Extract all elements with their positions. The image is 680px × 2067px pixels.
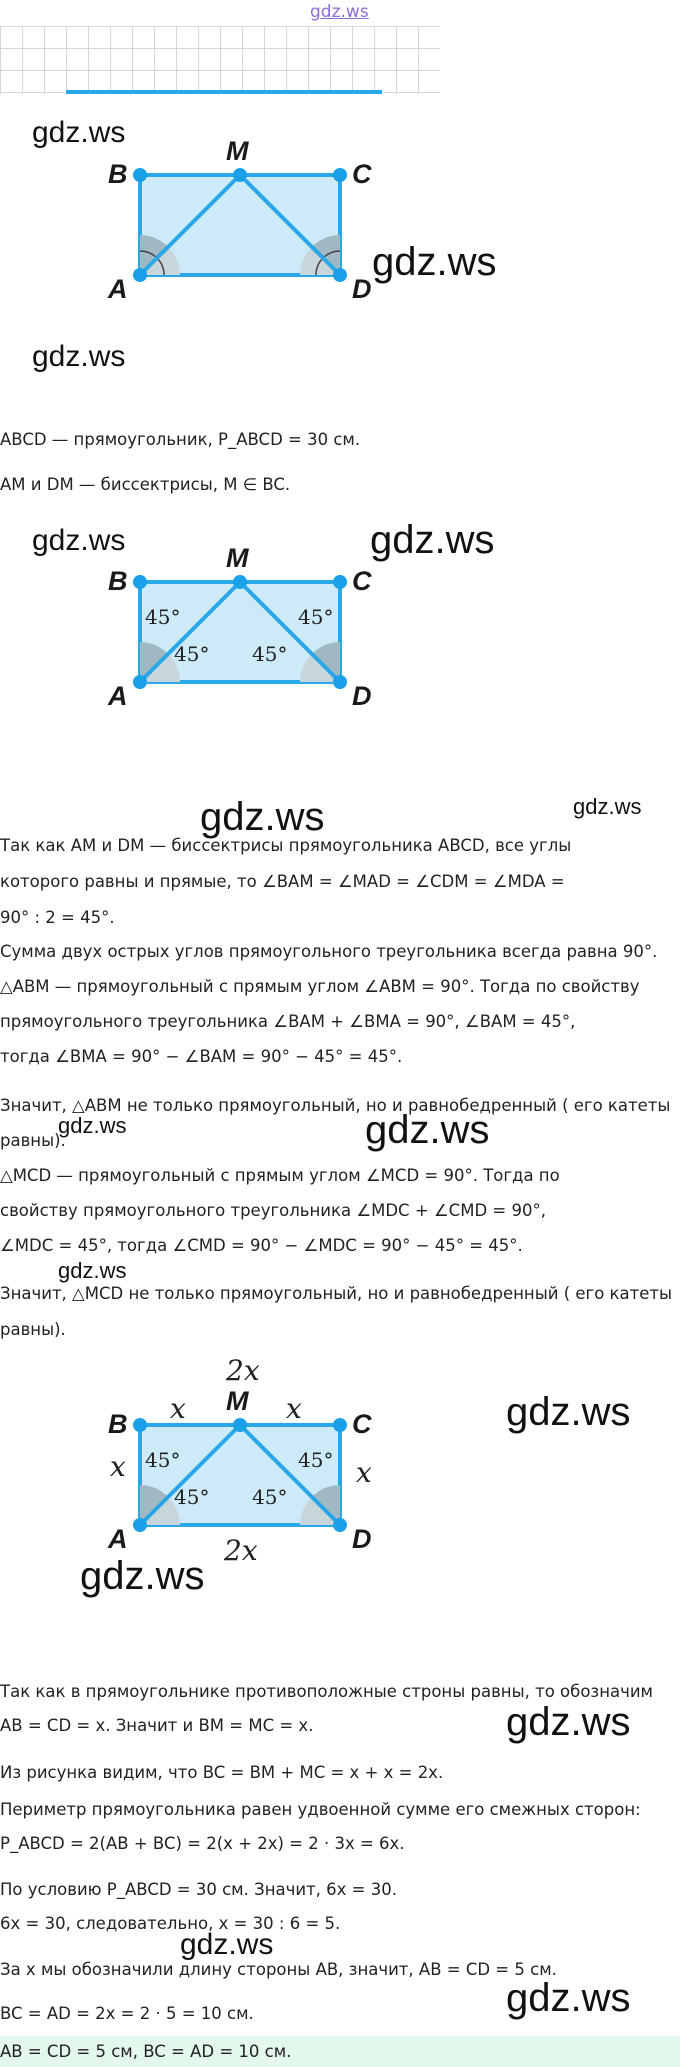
text-line: AB = CD = x. Значит и BM = MC = x. [0, 1716, 314, 1735]
text-line: Значит, △ABM не только прямоугольный, но и равнобедренный ( его катеты [0, 1096, 671, 1115]
answer-box [0, 2036, 680, 2067]
side-label-ad: 2x [224, 1534, 258, 1567]
text-line: AM и DM — биссектрисы, M ∈ BC. [0, 475, 291, 494]
grid-underline [66, 90, 382, 94]
label-c: C [352, 566, 372, 596]
watermark: gdz.ws [180, 1928, 274, 1961]
label-c: C [352, 1409, 372, 1439]
label-b: B [108, 159, 128, 189]
text-line: равны). [0, 1320, 66, 1339]
text-line: ∠MDC = 45°, тогда ∠CMD = 90° − ∠MDC = 90° − 45° = 45°. [0, 1236, 523, 1255]
angle-label: 45° [145, 605, 181, 629]
grid-strip [0, 26, 440, 94]
figure-rectangle-2 [0, 537, 680, 717]
label-m: M [226, 136, 249, 166]
side-label-bm: x [170, 1392, 186, 1425]
angle-label: 45° [174, 642, 210, 666]
text-line: По условию P_ABCD = 30 см. Значит, 6x = 30. [0, 1880, 397, 1899]
label-c: C [352, 159, 372, 189]
text-line: BC = AD = 2x = 2 · 5 = 10 см. [0, 2004, 254, 2023]
side-label-ab: x [110, 1450, 126, 1483]
point-b [133, 168, 147, 182]
watermark: gdz.ws [32, 116, 126, 149]
answer-text: AB = CD = 5 см, BC = AD = 10 см. [0, 2042, 292, 2061]
text-line: За x мы обозначили длину стороны AB, значит, AB = CD = 5 см. [0, 1960, 557, 1979]
watermark: gdz.ws [58, 1113, 127, 1138]
text-line: тогда ∠BMA = 90° − ∠BAM = 90° − 45° = 45°. [0, 1047, 403, 1066]
text-line: Периметр прямоугольника равен удвоенной сумме его смежных сторон: [0, 1800, 641, 1819]
label-m: M [226, 543, 249, 573]
angle-label: 45° [145, 1448, 181, 1472]
text-line: P_ABCD = 2(AB + BC) = 2(x + 2x) = 2 · 3x = 6x. [0, 1834, 405, 1853]
angle-label: 45° [252, 1485, 288, 1509]
figure-rectangle-3 [0, 1354, 680, 1580]
angle-label: 45° [298, 605, 334, 629]
watermark: gdz.ws [32, 340, 126, 373]
text-line: свойству прямоугольного треугольника ∠MDC + ∠CMD = 90°, [0, 1201, 546, 1220]
text-line: Из рисунка видим, что BC = BM + MC = x + x = 2x. [0, 1763, 444, 1782]
watermark: gdz.ws [506, 1700, 631, 1744]
watermark: gdz.ws [370, 518, 495, 562]
site-link[interactable]: gdz.ws [310, 2, 369, 22]
side-label-cd: x [356, 1456, 372, 1489]
watermark: gdz.ws [573, 794, 642, 819]
angle-label: 45° [298, 1448, 334, 1472]
watermark: gdz.ws [58, 1258, 127, 1283]
watermark: gdz.ws [32, 524, 126, 557]
label-d: D [352, 274, 372, 304]
point-m [233, 168, 247, 182]
label-d: D [352, 681, 372, 711]
label-a: A [108, 1524, 128, 1554]
angle-label: 45° [174, 1485, 210, 1509]
watermark: gdz.ws [506, 1390, 631, 1434]
text-line: 90° : 2 = 45°. [0, 908, 115, 927]
point-a [133, 268, 147, 282]
watermark: gdz.ws [200, 795, 325, 839]
label-a: A [108, 681, 128, 711]
label-a: A [108, 274, 128, 304]
text-line: △MCD — прямоугольный с прямым углом ∠MCD = 90°. Тогда по [0, 1166, 560, 1185]
side-label-mc: x [286, 1392, 302, 1425]
text-line: 6x = 30, следовательно, x = 30 : 6 = 5. [0, 1914, 341, 1933]
label-b: B [108, 1409, 128, 1439]
text-line: △ABM — прямоугольный с прямым углом ∠ABM = 90°. Тогда по свойству [0, 977, 640, 996]
text-line: Так как в прямоугольнике противоположные строны равны, то обозначим [0, 1682, 654, 1701]
watermark: gdz.ws [506, 1976, 631, 2020]
text-line: Значит, △MCD не только прямоугольный, но и равнобедренный ( его катеты [0, 1284, 673, 1303]
side-label-bc: 2x [226, 1354, 260, 1387]
text-line: равны). [0, 1131, 66, 1150]
angle-label: 45° [252, 642, 288, 666]
watermark: gdz.ws [372, 240, 497, 284]
point-c [333, 168, 347, 182]
text-line: ABCD — прямоугольник, P_ABCD = 30 см. [0, 430, 361, 449]
text-line: Так как AM и DM — биссектрисы прямоугольника ABCD, все углы [0, 836, 572, 855]
label-d: D [352, 1524, 372, 1554]
point-d [333, 268, 347, 282]
watermark: gdz.ws [365, 1108, 490, 1152]
figure-rectangle-1 [0, 130, 680, 310]
watermark: gdz.ws [80, 1554, 205, 1598]
text-line: которого равны и прямые, то ∠BAM = ∠MAD = ∠CDM = ∠MDA = [0, 872, 565, 891]
text-line: Сумма двух острых углов прямоугольного треугольника всегда равна 90°. [0, 942, 658, 961]
label-b: B [108, 566, 128, 596]
label-m: M [226, 1386, 249, 1416]
text-line: прямоугольного треугольника ∠BAM + ∠BMA = 90°, ∠BAM = 45°, [0, 1012, 576, 1031]
